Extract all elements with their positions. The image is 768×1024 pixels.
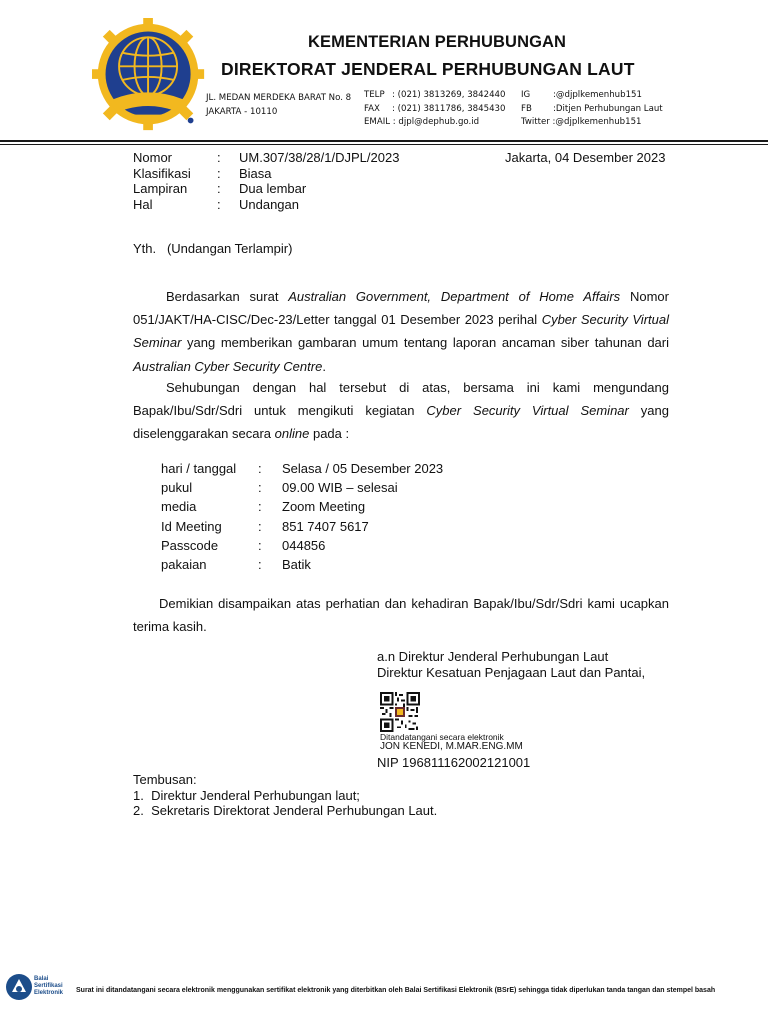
- text-run: yang diselenggarakan secara: [133, 403, 669, 442]
- detail-row: [161, 497, 443, 516]
- text-run: Berdasarkan surat: [166, 289, 289, 304]
- meta-label: Klasifikasi: [133, 165, 191, 181]
- detail-value: 851 7407 5617: [282, 518, 369, 534]
- contact-block: [364, 89, 505, 130]
- text-run: Sehubungan dengan hal tersebut di atas, bersama ini kami mengundang Bapak/Ibu/Sdr/Sdri untuk mengikuti kegiatan: [133, 380, 669, 419]
- text-run: yang memberikan gambaran umum tentang laporan ancaman siber tahunan dari: [181, 335, 669, 351]
- cc-block: [133, 772, 437, 819]
- recipient: Yth. (Undangan Terlampir): [133, 241, 293, 256]
- italic-run: online: [274, 426, 310, 442]
- closing-paragraph: Demikian disampaikan atas perhatian dan kehadiran Bapak/Ibu/Sdr/Sdri kami ucapkan terima kasih.: [133, 596, 669, 635]
- italic-run: Cyber Security Virtual Seminar: [426, 403, 629, 419]
- text-run: .: [322, 358, 326, 374]
- detail-label: Id Meeting: [161, 518, 222, 534]
- meta-colon: :: [217, 196, 221, 212]
- esign-note: Ditandatangani secara elektronik: [380, 732, 504, 742]
- detail-value: Selasa / 05 Desember 2023: [282, 461, 444, 476]
- italic-run: Australian Government, Department of Home Affairs: [288, 289, 621, 304]
- meta-value: Dua lembar: [239, 181, 307, 197]
- cc-item: 2. Sekretaris Direktorat Jenderal Perhubungan Laut.: [133, 803, 438, 819]
- letter-meta: [133, 150, 399, 212]
- detail-colon: :: [258, 537, 262, 553]
- bsre-brand-line: Balai: [34, 976, 49, 982]
- meta-colon: :: [217, 165, 221, 181]
- ministry-emblem-icon: [92, 18, 208, 134]
- signer-name: JON KENEDI, M.MAR.ENG.MM: [380, 741, 523, 752]
- telp-label: TELP: [364, 90, 385, 100]
- detail-row: [161, 536, 443, 555]
- bsre-brand-line: Sertifikasi: [34, 983, 63, 989]
- detail-value: 09.00 WIB – selesai: [282, 480, 398, 496]
- fax-value: : (021) 3811786, 3845430: [392, 103, 506, 114]
- ministry-name: KEMENTERIAN PERHUBUNGAN: [308, 33, 567, 51]
- detail-value: Batik: [282, 557, 311, 573]
- directorate-name: DIREKTORAT JENDERAL PERHUBUNGAN LAUT: [221, 59, 635, 79]
- bsre-brand-line: Elektronik: [34, 990, 64, 996]
- qr-code-icon: [380, 692, 420, 732]
- signature-block: [377, 649, 645, 680]
- bsre-brand: [34, 976, 63, 997]
- ig-value: :@djplkemenhub151: [553, 90, 642, 100]
- cc-title: Tembusan:: [133, 772, 197, 787]
- detail-colon: :: [258, 557, 262, 573]
- meta-row: [133, 181, 399, 197]
- meta-value: Biasa: [239, 165, 272, 181]
- meta-row: [133, 150, 399, 166]
- detail-value: 044856: [282, 537, 326, 553]
- meta-value: Undangan: [239, 196, 299, 212]
- fax-label: FAX: [364, 103, 380, 114]
- letterhead-divider-thin: [0, 144, 768, 145]
- text-run: Nomor 051/JAKT/HA-CISC/Dec-23/Letter tanggal 01 Desember 2023 perihal: [133, 289, 669, 328]
- meta-colon: :: [217, 150, 221, 165]
- detail-row: [161, 517, 443, 536]
- detail-colon: :: [258, 518, 262, 534]
- social-block: [521, 89, 663, 130]
- italic-run: Australian Cyber Security Centre: [133, 358, 323, 374]
- twitter-text: Twitter :@djplkemenhub151: [521, 117, 642, 127]
- detail-value: Zoom Meeting: [282, 499, 366, 515]
- letter-date: Jakarta, 04 Desember 2023: [505, 150, 666, 165]
- detail-colon: :: [258, 499, 262, 515]
- meta-row: [133, 166, 399, 182]
- text-run: pada :: [309, 426, 350, 442]
- telp-value: : (021) 3813269, 3842440: [392, 90, 506, 100]
- signature-line: a.n Direktur Jenderal Perhubungan Laut: [377, 649, 609, 664]
- detail-colon: :: [258, 461, 262, 476]
- detail-label: media: [161, 499, 197, 515]
- detail-label: pakaian: [161, 557, 207, 573]
- italic-run: Cyber Security Virtual Seminar: [133, 312, 669, 351]
- fb-label: FB: [521, 103, 532, 114]
- detail-row: [161, 478, 443, 497]
- signature-line: Direktur Kesatuan Penjagaan Laut dan Pantai,: [377, 664, 646, 680]
- letterhead-divider: [0, 140, 768, 142]
- detail-row: [161, 555, 443, 574]
- body-paragraph-2: [133, 376, 669, 446]
- meta-label: Lampiran: [133, 181, 188, 197]
- cc-item: 1. Direktur Jenderal Perhubungan laut;: [133, 787, 360, 803]
- bsre-logo-icon: [5, 973, 33, 1001]
- signer-nip: NIP 196811162002121001: [377, 755, 531, 770]
- detail-label: hari / tanggal: [161, 461, 237, 476]
- fb-value: :Ditjen Perhubungan Laut: [553, 103, 663, 114]
- address-line: JL. MEDAN MERDEKA BARAT No. 8: [206, 93, 352, 103]
- meta-colon: :: [217, 181, 221, 197]
- meta-label: Hal: [133, 196, 153, 212]
- detail-label: pukul: [161, 480, 193, 496]
- meta-label: Nomor: [133, 150, 173, 165]
- address-line: JAKARTA - 10110: [206, 106, 278, 117]
- email-text: EMAIL : djpl@dephub.go.id: [364, 117, 480, 127]
- meta-value: UM.307/38/28/1/DJPL/2023: [239, 150, 400, 165]
- detail-label: Passcode: [161, 537, 219, 553]
- event-details: [161, 459, 443, 574]
- detail-row: [161, 459, 443, 478]
- ig-label: IG: [521, 90, 531, 100]
- meta-row: [133, 197, 399, 213]
- footer-disclaimer: Surat ini ditandatangani secara elektronik menggunakan sertifikat elektronik yang diterbitkan oleh Balai Sertifikasi Elektronik (BSrE) sehingga tidak diperlukan tanda tangan dan stempel basah: [76, 987, 716, 994]
- detail-colon: :: [258, 480, 262, 496]
- body-paragraph-1: [133, 285, 669, 378]
- address-block: [206, 92, 351, 119]
